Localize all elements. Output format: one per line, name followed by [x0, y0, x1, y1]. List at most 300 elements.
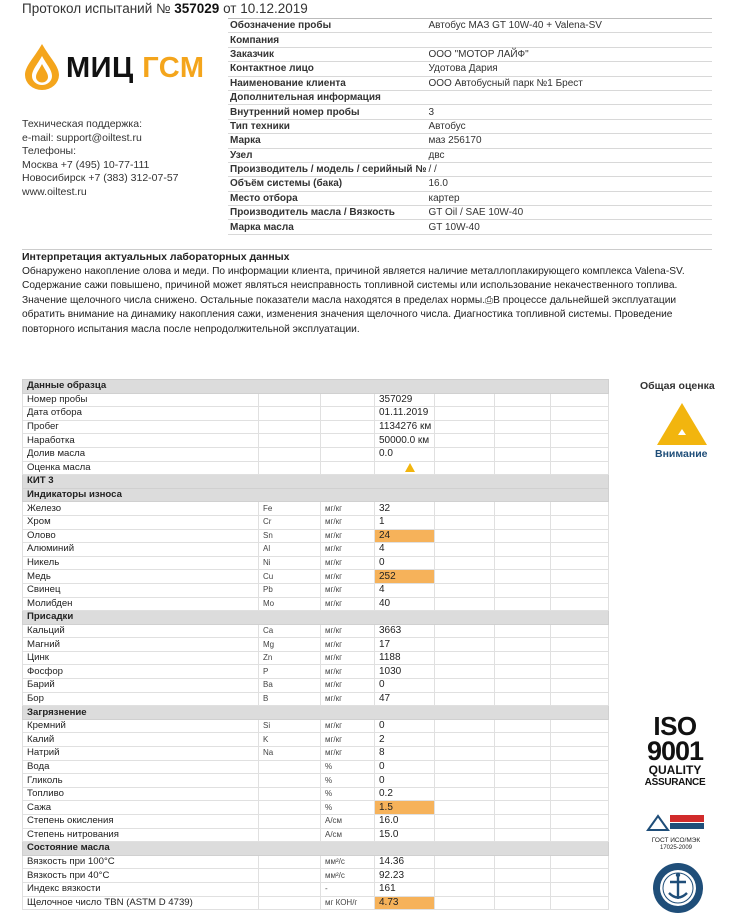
- result-symbol: Zn: [259, 651, 321, 665]
- info-value: Автобус: [426, 119, 712, 133]
- result-symbol: Na: [259, 747, 321, 761]
- result-value: 16.0: [375, 815, 435, 829]
- section-title: Состояние масла: [23, 842, 609, 856]
- result-name: Железо: [23, 502, 259, 516]
- overall-title: Общая оценка: [640, 380, 715, 392]
- result-value: 0: [375, 760, 435, 774]
- result-row: [23, 434, 609, 448]
- history-cell: [435, 760, 495, 774]
- result-symbol: [259, 882, 321, 896]
- result-row: [23, 651, 609, 665]
- history-cell: [495, 624, 551, 638]
- history-cell: [435, 543, 495, 557]
- section-title: Присадки: [23, 611, 609, 625]
- info-row: [228, 177, 712, 191]
- info-value: Автобус МАЗ GT 10W-40 + Valena-SV: [426, 19, 712, 33]
- history-cell: [495, 855, 551, 869]
- history-cell: [551, 515, 609, 529]
- info-value: Удотова Дария: [426, 62, 712, 76]
- interpretation-divider: [22, 249, 712, 250]
- result-name: Фосфор: [23, 665, 259, 679]
- info-label: Место отбора: [228, 191, 426, 205]
- result-row: [23, 733, 609, 747]
- result-value: 0.2: [375, 787, 435, 801]
- result-value: 40: [375, 597, 435, 611]
- history-cell: [495, 882, 551, 896]
- history-cell: [435, 692, 495, 706]
- result-row: [23, 719, 609, 733]
- history-cell: [435, 679, 495, 693]
- history-cell: [495, 420, 551, 434]
- result-value: 4.73: [375, 896, 435, 910]
- iso-number: 9001: [646, 736, 704, 766]
- result-symbol: Cu: [259, 570, 321, 584]
- info-row: [228, 62, 712, 76]
- interpretation-text: Обнаружено накопление олова и меди. По информации клиента, причиной является наличие металлоплакирующего комплекса Valena-SV. Содержание сажи повышено, причиной может являться неисправность топливной системы или использование некачественного топлива. Значение щелочного числа снижено. Остальные показатели масла находятся в пределах нормы.⎙В процессе дальнейшей эксплуатации обратить внимание на динамику накопления сажи, изменения значения щелочного числа. Диагностика топливной системы. Проведение повторного испытания масла после непродолжительной эксплуатации.: [22, 266, 685, 335]
- gost-accreditation: [645, 812, 707, 852]
- info-row: [228, 134, 712, 148]
- history-cell: [551, 760, 609, 774]
- history-cell: [435, 407, 495, 421]
- result-symbol: P: [259, 665, 321, 679]
- section-title: КИТ 3: [23, 475, 609, 489]
- result-unit: %: [321, 801, 375, 815]
- result-symbol: B: [259, 692, 321, 706]
- result-row: [23, 529, 609, 543]
- iso-assurance: ASSURANCE: [644, 777, 706, 788]
- info-row: [228, 19, 712, 33]
- result-symbol: [259, 787, 321, 801]
- result-unit: мг/кг: [321, 733, 375, 747]
- accreditation-icon: [646, 812, 706, 832]
- results-table: [22, 379, 609, 910]
- section-header: [23, 380, 609, 394]
- history-cell: [495, 774, 551, 788]
- protocol-title: [22, 1, 308, 16]
- result-name: Вязкость при 40°C: [23, 869, 259, 883]
- result-unit: %: [321, 787, 375, 801]
- result-value: 47: [375, 692, 435, 706]
- info-label: Тип техники: [228, 119, 426, 133]
- history-cell: [435, 733, 495, 747]
- result-symbol: [259, 828, 321, 842]
- result-name: Наработка: [23, 434, 259, 448]
- history-cell: [495, 679, 551, 693]
- result-symbol: Cr: [259, 515, 321, 529]
- history-cell: [551, 692, 609, 706]
- history-cell: [551, 869, 609, 883]
- result-name: Свинец: [23, 583, 259, 597]
- history-cell: [495, 828, 551, 842]
- result-unit: мг/кг: [321, 638, 375, 652]
- result-row: [23, 638, 609, 652]
- history-cell: [435, 651, 495, 665]
- info-label: Компания: [228, 33, 426, 47]
- result-unit: мг/кг: [321, 543, 375, 557]
- history-cell: [551, 583, 609, 597]
- history-cell: [551, 543, 609, 557]
- protocol-prefix: Протокол испытаний №: [22, 1, 171, 16]
- support-site[interactable]: www.oiltest.ru: [22, 185, 87, 198]
- history-cell: [551, 407, 609, 421]
- protocol-number: 357029: [174, 1, 220, 16]
- result-value: 0: [375, 719, 435, 733]
- result-unit: А/см: [321, 815, 375, 829]
- gost-line1: ГОСТ ИСО/МЭК: [651, 837, 701, 844]
- history-cell: [435, 583, 495, 597]
- history-cell: [495, 638, 551, 652]
- result-unit: мг/кг: [321, 597, 375, 611]
- history-cell: [495, 393, 551, 407]
- support-phone-moscow: Москва +7 (495) 10-77-111: [22, 158, 150, 171]
- result-unit: мг/кг: [321, 692, 375, 706]
- support-phones-title: Телефоны:: [22, 145, 77, 158]
- result-row: [23, 747, 609, 761]
- history-cell: [495, 583, 551, 597]
- info-row: [228, 191, 712, 205]
- result-symbol: [259, 393, 321, 407]
- result-name: Олово: [23, 529, 259, 543]
- result-row: [23, 597, 609, 611]
- result-unit: [321, 461, 375, 475]
- history-cell: [435, 869, 495, 883]
- result-symbol: Sn: [259, 529, 321, 543]
- history-cell: [435, 556, 495, 570]
- result-symbol: [259, 434, 321, 448]
- section-title: Индикаторы износа: [23, 488, 609, 502]
- info-row: [228, 76, 712, 90]
- result-value: 24: [375, 529, 435, 543]
- history-cell: [495, 515, 551, 529]
- result-name: Бор: [23, 692, 259, 706]
- result-unit: [321, 393, 375, 407]
- info-label: Марка: [228, 134, 426, 148]
- result-unit: мг/кг: [321, 665, 375, 679]
- result-value: 8: [375, 747, 435, 761]
- result-row: [23, 570, 609, 584]
- support-phone-nsk: Новосибирск +7 (383) 312-07-57: [22, 172, 179, 185]
- info-value: двс: [426, 148, 712, 162]
- history-cell: [551, 855, 609, 869]
- result-value: [375, 461, 435, 475]
- result-value: 1134276 км: [375, 420, 435, 434]
- result-name: Степень нитрования: [23, 828, 259, 842]
- result-name: Номер пробы: [23, 393, 259, 407]
- result-row: [23, 393, 609, 407]
- result-row: [23, 692, 609, 706]
- result-row: [23, 896, 609, 910]
- result-row: [23, 855, 609, 869]
- result-name: Топливо: [23, 787, 259, 801]
- result-value: 17: [375, 638, 435, 652]
- history-cell: [495, 407, 551, 421]
- result-unit: -: [321, 882, 375, 896]
- history-cell: [551, 638, 609, 652]
- info-row: [228, 220, 712, 234]
- result-row: [23, 543, 609, 557]
- result-value: 92.23: [375, 869, 435, 883]
- history-cell: [551, 651, 609, 665]
- result-name: Медь: [23, 570, 259, 584]
- history-cell: [551, 502, 609, 516]
- result-name: Щелочное число TBN (ASTM D 4739): [23, 896, 259, 910]
- result-row: [23, 515, 609, 529]
- sample-info-table: [228, 18, 712, 235]
- result-row: [23, 502, 609, 516]
- info-value: GT Oil / SAE 10W-40: [426, 206, 712, 220]
- result-unit: мг КОН/г: [321, 896, 375, 910]
- history-cell: [495, 502, 551, 516]
- result-row: [23, 828, 609, 842]
- result-name: Степень окисления: [23, 815, 259, 829]
- result-name: Оценка масла: [23, 461, 259, 475]
- info-label: Производитель масла / Вязкость: [228, 206, 426, 220]
- result-name: Сажа: [23, 801, 259, 815]
- history-cell: [551, 896, 609, 910]
- result-row: [23, 869, 609, 883]
- result-unit: %: [321, 760, 375, 774]
- result-name: Индекс вязкости: [23, 882, 259, 896]
- history-cell: [551, 787, 609, 801]
- history-cell: [435, 570, 495, 584]
- result-name: Алюминий: [23, 543, 259, 557]
- history-cell: [435, 719, 495, 733]
- result-symbol: [259, 774, 321, 788]
- result-value: 0: [375, 679, 435, 693]
- result-symbol: [259, 461, 321, 475]
- section-title: Загрязнение: [23, 706, 609, 720]
- result-row: [23, 583, 609, 597]
- info-row: [228, 47, 712, 61]
- result-symbol: K: [259, 733, 321, 747]
- registry-seal-icon: [652, 862, 704, 914]
- info-row: [228, 162, 712, 176]
- result-unit: мм²/с: [321, 855, 375, 869]
- result-symbol: Pb: [259, 583, 321, 597]
- result-name: Барий: [23, 679, 259, 693]
- result-name: Пробег: [23, 420, 259, 434]
- info-value: GT 10W-40: [426, 220, 712, 234]
- history-cell: [435, 801, 495, 815]
- result-name: Кремний: [23, 719, 259, 733]
- result-symbol: Si: [259, 719, 321, 733]
- result-name: Магний: [23, 638, 259, 652]
- support-email[interactable]: e-mail: support@oiltest.ru: [22, 131, 142, 144]
- info-label: Наименование клиента: [228, 76, 426, 90]
- result-name: Дата отбора: [23, 407, 259, 421]
- history-cell: [435, 882, 495, 896]
- history-cell: [435, 747, 495, 761]
- drop-logo-icon: [22, 42, 62, 92]
- result-value: 01.11.2019: [375, 407, 435, 421]
- history-cell: [495, 787, 551, 801]
- result-row: [23, 787, 609, 801]
- history-cell: [551, 679, 609, 693]
- info-row: [228, 119, 712, 133]
- info-label: Контактное лицо: [228, 62, 426, 76]
- info-value: [426, 90, 712, 104]
- history-cell: [495, 801, 551, 815]
- history-cell: [551, 747, 609, 761]
- history-cell: [495, 543, 551, 557]
- history-cell: [435, 815, 495, 829]
- result-symbol: Ba: [259, 679, 321, 693]
- result-row: [23, 801, 609, 815]
- result-symbol: [259, 896, 321, 910]
- result-row: [23, 624, 609, 638]
- info-label: Производитель / модель / серийный №: [230, 164, 427, 176]
- result-value: 32: [375, 502, 435, 516]
- result-name: Гликоль: [23, 774, 259, 788]
- history-cell: [551, 556, 609, 570]
- result-symbol: [259, 447, 321, 461]
- result-unit: [321, 447, 375, 461]
- info-label: Внутренний номер пробы: [228, 105, 426, 119]
- support-block: [22, 118, 179, 200]
- history-cell: [495, 570, 551, 584]
- result-value: 252: [375, 570, 435, 584]
- iso-9001-logo: [644, 711, 706, 788]
- result-symbol: Ca: [259, 624, 321, 638]
- result-name: Долив масла: [23, 447, 259, 461]
- history-cell: [551, 447, 609, 461]
- result-symbol: [259, 420, 321, 434]
- history-cell: [551, 774, 609, 788]
- warning-triangle-icon: [405, 463, 415, 472]
- info-value: [426, 33, 712, 47]
- result-name: Цинк: [23, 651, 259, 665]
- result-symbol: [259, 869, 321, 883]
- info-label: Обозначение пробы: [228, 19, 426, 33]
- history-cell: [551, 420, 609, 434]
- info-label: Заказчик: [228, 47, 426, 61]
- interpretation-title: Интерпретация актуальных лабораторных данных: [22, 251, 290, 263]
- result-unit: мг/кг: [321, 570, 375, 584]
- history-cell: [495, 665, 551, 679]
- result-value: 0.0: [375, 447, 435, 461]
- result-value: 2: [375, 733, 435, 747]
- result-symbol: [259, 815, 321, 829]
- iso-text: ISO: [653, 711, 697, 741]
- history-cell: [435, 597, 495, 611]
- info-value: картер: [426, 191, 712, 205]
- history-cell: [495, 896, 551, 910]
- protocol-date: от 10.12.2019: [223, 1, 308, 16]
- result-row: [23, 420, 609, 434]
- history-cell: [435, 896, 495, 910]
- history-cell: [435, 515, 495, 529]
- history-cell: [551, 882, 609, 896]
- result-unit: мг/кг: [321, 529, 375, 543]
- history-cell: [495, 733, 551, 747]
- history-cell: [435, 665, 495, 679]
- history-cell: [551, 434, 609, 448]
- result-value: 161: [375, 882, 435, 896]
- result-value: 15.0: [375, 828, 435, 842]
- result-name: Натрий: [23, 747, 259, 761]
- result-value: 357029: [375, 393, 435, 407]
- result-unit: [321, 434, 375, 448]
- result-symbol: Al: [259, 543, 321, 557]
- history-cell: [435, 624, 495, 638]
- history-cell: [551, 393, 609, 407]
- support-title: Техническая поддержка:: [22, 118, 143, 130]
- result-name: Хром: [23, 515, 259, 529]
- history-cell: [495, 461, 551, 475]
- info-row: [228, 206, 712, 220]
- history-cell: [435, 529, 495, 543]
- result-row: [23, 665, 609, 679]
- result-row: [23, 679, 609, 693]
- history-cell: [435, 774, 495, 788]
- result-unit: А/см: [321, 828, 375, 842]
- logo-text: [66, 52, 205, 85]
- result-symbol: [259, 855, 321, 869]
- logo-accent: ГСМ: [142, 52, 205, 84]
- history-cell: [435, 393, 495, 407]
- warning-triangle-icon: [656, 402, 708, 446]
- result-name: Вода: [23, 760, 259, 774]
- result-unit: мг/кг: [321, 583, 375, 597]
- info-value: 3: [426, 105, 712, 119]
- logo-main: МИЦ: [66, 52, 134, 84]
- history-cell: [551, 801, 609, 815]
- result-symbol: Mo: [259, 597, 321, 611]
- result-name: Калий: [23, 733, 259, 747]
- history-cell: [551, 815, 609, 829]
- result-row: [23, 407, 609, 421]
- info-label: Объём системы (бака): [228, 177, 426, 191]
- history-cell: [551, 624, 609, 638]
- history-cell: [495, 529, 551, 543]
- result-symbol: Fe: [259, 502, 321, 516]
- history-cell: [435, 447, 495, 461]
- result-value: 4: [375, 543, 435, 557]
- history-cell: [495, 556, 551, 570]
- result-unit: %: [321, 774, 375, 788]
- overall-status: Внимание: [655, 448, 708, 460]
- result-row: [23, 556, 609, 570]
- result-value: 0: [375, 556, 435, 570]
- history-cell: [435, 787, 495, 801]
- history-cell: [551, 828, 609, 842]
- result-row: [23, 461, 609, 475]
- history-cell: [435, 828, 495, 842]
- result-symbol: [259, 407, 321, 421]
- result-value: 3663: [375, 624, 435, 638]
- section-header: [23, 488, 609, 502]
- history-cell: [551, 733, 609, 747]
- info-value: ООО "МОТОР ЛАЙФ": [426, 47, 712, 61]
- history-cell: [435, 502, 495, 516]
- result-unit: мг/кг: [321, 515, 375, 529]
- result-value: 1: [375, 515, 435, 529]
- result-symbol: [259, 760, 321, 774]
- history-cell: [551, 597, 609, 611]
- history-cell: [495, 869, 551, 883]
- history-cell: [551, 461, 609, 475]
- gost-line2: 17025-2009: [659, 844, 693, 851]
- result-row: [23, 882, 609, 896]
- result-unit: мг/кг: [321, 502, 375, 516]
- result-unit: [321, 420, 375, 434]
- info-value: ООО Автобусный парк №1 Брест: [426, 76, 712, 90]
- history-cell: [435, 434, 495, 448]
- section-title: Данные образца: [23, 380, 609, 394]
- result-name: Кальций: [23, 624, 259, 638]
- history-cell: [435, 461, 495, 475]
- result-value: 1.5: [375, 801, 435, 815]
